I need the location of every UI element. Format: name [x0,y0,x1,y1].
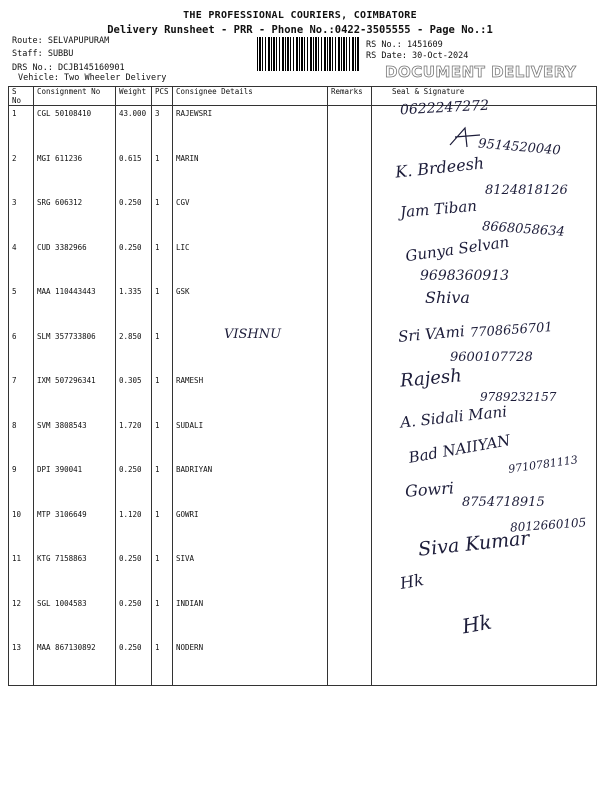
cell-consignee: SIVA [173,551,328,596]
cell-signature [372,284,597,329]
cell-consignment: CUD 3382966 [34,240,116,285]
table-row [9,551,597,596]
cell-remarks [328,462,372,507]
cell-consignee: INDIAN [173,596,328,641]
cell-remarks [328,329,372,374]
cell-weight: 0.250 [116,596,152,641]
signature-2-phone: 9514520040 [477,136,562,159]
cell-remarks [328,195,372,240]
signature-8-phone: 9789232157 [480,390,557,404]
cell-weight: 2.850 [116,329,152,374]
cell-consignee: GOWRI [173,507,328,552]
staff-label: Staff: SUBBU [12,49,74,59]
signature-9-phone: 9710781113 [507,453,579,476]
signature-7-name: Rajesh [399,365,463,392]
cell-remarks [328,151,372,196]
cell-weight: 0.250 [116,462,152,507]
cell-pcs: 1 [152,373,173,418]
signature-12-name: Hk [398,570,426,593]
col-pcs: PCS [152,87,173,106]
cell-sno: 13 [9,640,34,685]
cell-weight: 0.615 [116,151,152,196]
cell-sno: 5 [9,284,34,329]
runsheet-title: Delivery Runsheet - PRR - Phone No.:0422-3505555 - Page No.:1 [107,24,493,36]
cell-remarks [328,551,372,596]
cell-consignee: BADRIYAN [173,462,328,507]
cell-sno: 7 [9,373,34,418]
cell-consignment: SRG 606312 [34,195,116,240]
cell-pcs: 1 [152,551,173,596]
cell-remarks [328,640,372,685]
company-name: THE PROFESSIONAL COURIERS, COIMBATORE [183,10,417,21]
cell-consignee: MARIN [173,151,328,196]
cell-consignment: MAA 110443443 [34,284,116,329]
cell-remarks [328,373,372,418]
col-sno: S No [9,87,34,106]
cell-remarks [328,507,372,552]
cell-consignee: RAJEWSRI [173,106,328,151]
col-consignee: Consignee Details [173,87,328,106]
cell-sno: 9 [9,462,34,507]
cell-consignment: CGL 50108410 [34,106,116,151]
cell-consignee: CGV [173,195,328,240]
cell-consignee: GSK [173,284,328,329]
cell-weight: 0.250 [116,240,152,285]
cell-remarks [328,106,372,151]
cell-weight: 1.120 [116,507,152,552]
document-delivery-stamp: DOCUMENT DELIVERY [385,63,577,81]
cell-weight: 0.250 [116,195,152,240]
cell-weight: 43.000 [116,106,152,151]
cell-weight: 1.335 [116,284,152,329]
cell-pcs: 1 [152,151,173,196]
col-weight: Weight [116,87,152,106]
cell-remarks [328,284,372,329]
cell-consignment: MGI 611236 [34,151,116,196]
vehicle-label: Vehicle: Two Wheeler Delivery [18,73,167,83]
table-row [9,640,597,685]
signature-9-name: Bad NAIIYAN [407,431,512,467]
cell-remarks [328,596,372,641]
cell-weight: 0.250 [116,640,152,685]
cell-sno: 4 [9,240,34,285]
cell-pcs: 1 [152,418,173,463]
cell-sno: 11 [9,551,34,596]
barcode [257,37,360,71]
cell-pcs: 1 [152,284,173,329]
cell-sno: 2 [9,151,34,196]
col-remarks: Remarks [328,87,372,106]
signature-5-phone: 9698360913 [420,268,510,284]
signature-5-name: Shiva [425,288,470,307]
signature-11-phone: 8012660105 [509,515,587,535]
cell-remarks [328,418,372,463]
handwritten-vishnu: VISHNU [224,327,282,342]
signature-10-phone: 8754718915 [462,495,545,510]
cell-weight: 0.250 [116,551,152,596]
cell-pcs: 1 [152,507,173,552]
cell-sno: 3 [9,195,34,240]
rs-date: RS Date: 30-Oct-2024 [366,51,469,61]
signature-4-phone: 8668058634 [481,219,566,240]
cell-sno: 8 [9,418,34,463]
cell-consignment: SGL 1004583 [34,596,116,641]
signature-10-name: Gowri [404,478,455,501]
cell-consignee: RAMESH [173,373,328,418]
signature-3-name: Jam Tiban [399,196,478,222]
cell-consignment: KTG 7158863 [34,551,116,596]
cell-pcs: 1 [152,329,173,374]
cell-pcs: 1 [152,596,173,641]
signature-2-name: K. Brdeesh [394,153,485,182]
runsheet-table [8,86,597,686]
drs-number: DRS No.: DCJB145160901 [12,63,125,73]
signature-3-phone: 8124818126 [485,183,568,198]
cell-consignee: LIC [173,240,328,285]
route-label: Route: SELVAPUPURAM [12,36,110,46]
cell-consignment: IXM 507296341 [34,373,116,418]
cell-remarks [328,240,372,285]
cell-pcs: 1 [152,240,173,285]
col-signature: Seal & Signature [372,87,597,106]
signature-6-name: Sri VAmi [397,322,466,346]
signature-13-name: Hk [460,609,494,639]
signature-11-name: Siva Kumar [417,527,531,561]
cell-sno: 1 [9,106,34,151]
cell-sno: 10 [9,507,34,552]
cell-pcs: 1 [152,640,173,685]
signature-4-name: Gunya Selvan [404,232,511,266]
cell-sno: 6 [9,329,34,374]
cell-weight: 0.305 [116,373,152,418]
cell-sno: 12 [9,596,34,641]
signature-7-phone: 9600107728 [450,350,533,365]
cell-consignee: NODERN [173,640,328,685]
cell-pcs: 1 [152,195,173,240]
cell-consignment: MAA 867130892 [34,640,116,685]
table-row [9,284,597,329]
cell-consignment: SLM 357733806 [34,329,116,374]
cell-pcs: 3 [152,106,173,151]
cell-weight: 1.720 [116,418,152,463]
signature-8-name: A. Sidali Mani [399,402,508,432]
signature-1-phone: 0622247272 [399,97,490,119]
col-consignment: Consignment No [34,87,116,106]
signature-6-phone: 7708656701 [469,320,554,341]
cell-consignee: SUDALI [173,418,328,463]
table-header-row [9,87,597,106]
cell-consignment: DPI 390041 [34,462,116,507]
rs-number: RS No.: 1451609 [366,40,443,50]
table-row [9,596,597,641]
cell-consignment: MTP 3106649 [34,507,116,552]
cell-signature [372,640,597,685]
cell-consignment: SVM 3808543 [34,418,116,463]
cell-pcs: 1 [152,462,173,507]
